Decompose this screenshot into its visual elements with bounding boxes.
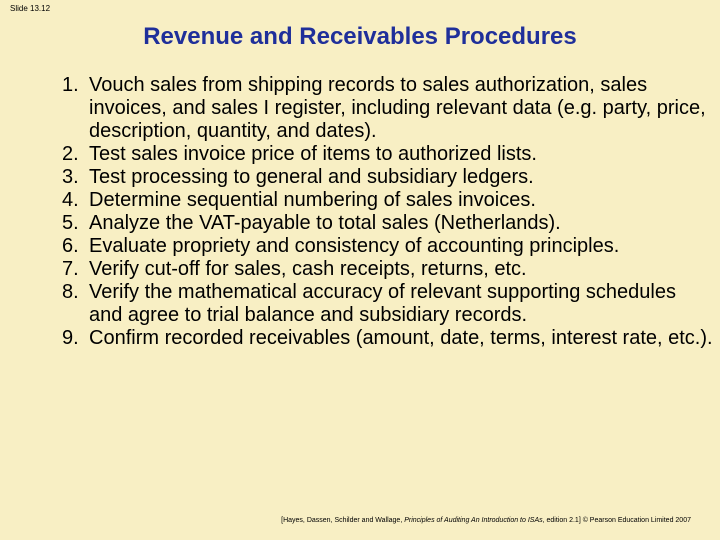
item-number: 2. bbox=[62, 143, 79, 165]
item-number: 9. bbox=[62, 327, 79, 349]
item-text: Test sales invoice price of items to authorized lists. bbox=[89, 143, 537, 165]
item-text: Test processing to general and subsidiary ledgers. bbox=[89, 166, 534, 188]
slide-number: Slide 13.12 bbox=[10, 4, 51, 13]
list-item bbox=[62, 212, 714, 235]
list-item bbox=[62, 143, 714, 166]
list-item bbox=[62, 327, 714, 350]
list-item bbox=[62, 74, 714, 143]
citation bbox=[281, 516, 691, 525]
item-text: Determine sequential numbering of sales invoices. bbox=[89, 189, 536, 211]
item-text: Confirm recorded receivables (amount, date, terms, interest rate, etc.). bbox=[89, 327, 713, 349]
item-text: Verify the mathematical accuracy of relevant supporting schedules and agree to trial balance and subsidiary records. bbox=[89, 281, 676, 326]
list-item bbox=[62, 166, 714, 189]
citation-prefix: [Hayes, Dassen, Schilder and Wallage, bbox=[281, 517, 403, 524]
item-text: Verify cut-off for sales, cash receipts, returns, etc. bbox=[89, 258, 527, 280]
item-number: 5. bbox=[62, 212, 79, 234]
list-item bbox=[62, 189, 714, 212]
item-number: 8. bbox=[62, 281, 79, 303]
item-number: 4. bbox=[62, 189, 79, 211]
citation-suffix: , edition 2.1] © Pearson Education Limited 2007 bbox=[542, 517, 691, 524]
item-number: 6. bbox=[62, 235, 79, 257]
list-item bbox=[62, 281, 714, 327]
item-number: 1. bbox=[62, 74, 79, 96]
slide-title: Revenue and Receivables Procedures bbox=[143, 23, 577, 50]
item-text: Vouch sales from shipping records to sales authorization, sales invoices, and sales I register, including relevant data (e.g. party, price, description, quantity, and dates). bbox=[89, 74, 706, 142]
procedure-list bbox=[62, 74, 714, 350]
list-item bbox=[62, 235, 714, 258]
item-text: Evaluate propriety and consistency of accounting principles. bbox=[89, 235, 620, 257]
citation-book-title: Principles of Auditing An Introduction to ISAs bbox=[404, 517, 543, 524]
item-text: Analyze the VAT-payable to total sales (Netherlands). bbox=[89, 212, 561, 234]
item-number: 3. bbox=[62, 166, 79, 188]
item-number: 7. bbox=[62, 258, 79, 280]
list-item bbox=[62, 258, 714, 281]
